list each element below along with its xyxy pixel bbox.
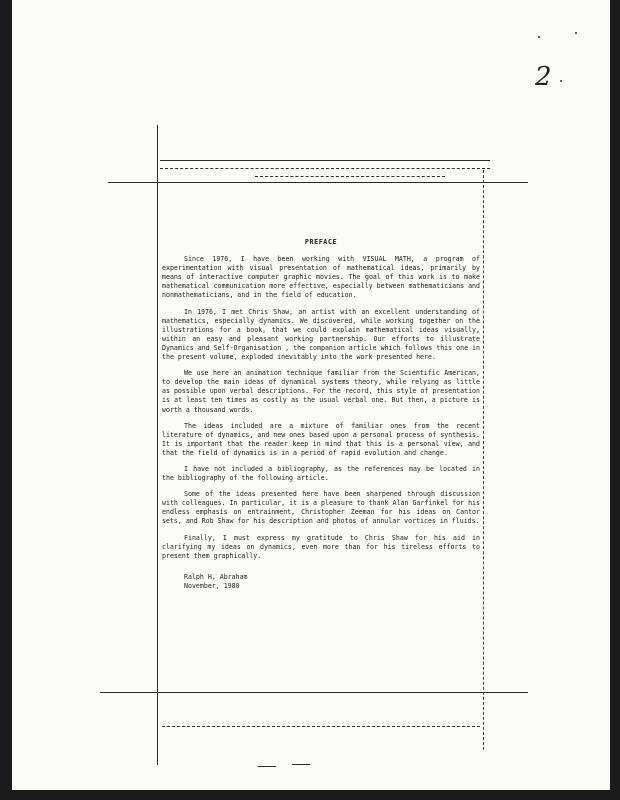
page-number: 2 [535,62,552,92]
crop-dash-top-short [255,176,445,178]
crop-line-bottom [100,692,528,693]
crop-line-left [157,125,158,765]
crop-line-top-inner [160,160,490,161]
crop-tick-bottom [258,766,276,767]
preface-paragraph: Some of the ideas presented here have been sharpened through discussion with colleagues. In particular, it is a pleasure to thank Alan Garfinkel for his endless emphasis on entrainment, Christopher Zeeman for his ideas on Cantor sets, and Rob Shaw for his description and photos of annular vortices in fluids. [162,490,480,526]
scan-border-right [610,0,620,800]
scan-speck [575,32,577,34]
preface-text [162,238,480,591]
signature-block [184,573,480,591]
preface-paragraph: Finally, I must express my gratitude to Chris Shaw for his aid in clarifying my ideas on dynamics, even more than for his tireless efforts to present them graphically. [162,533,480,560]
crop-dash-right [483,170,485,750]
crop-line-top [108,182,528,183]
preface-title: PREFACE [304,238,338,246]
preface-paragraph: Since 1976, I have been working with VISUAL MATH, a program of experimentation with visual presentation of mathematical ideas, primarily by means of interactive computer graphic movies. The goal of this work is to make mathematical communication more effective, especially between mathematicians and nonmathematicians, and in the field of education. [162,255,480,300]
preface-paragraph: We use here an animation technique familiar from the Scientific American, to develop the main ideas of dynamical systems theory, while relying as little as possible upon verbal descriptions. For the record, this style of presentation is at least ten times as costly as the usual verbal one. But then, a picture is worth a thousand words. [162,369,480,414]
scan-speck [538,36,540,38]
crop-dash-top [160,168,490,170]
preface-paragraph: The ideas included are a mixture of familiar ones from the recent literature of dynamics, and new ones based upon a personal process of synthesis. It is important that the reader keep in mind that this is a personal view, and that the field of dynamics is in a period of rapid evolution and change. [162,421,480,457]
scan-border-bottom [0,790,620,800]
preface-paragraph: In 1976, I met Chris Shaw, an artist with an excellent understanding of mathematics, especially dynamics. We discovered, while working together on the illustrations for a book, that we could explain mathematical ideas visually, within an easy and pleasant working partnership. Our efforts to illustrate Dynamics and Self-Organisation , the companion article which follows this one in the present volume, exploded inevitably into the work presented here. [162,307,480,362]
crop-tick-bottom [292,764,310,765]
signature-name: Ralph H. Abraham [184,572,248,581]
crop-dash-bottom [162,726,480,728]
signature-date: November, 1980 [184,581,240,590]
scan-speck [560,80,562,82]
preface-paragraph: I have not included a bibliography, as the references may be located in the bibliography of the following article. [162,464,480,483]
